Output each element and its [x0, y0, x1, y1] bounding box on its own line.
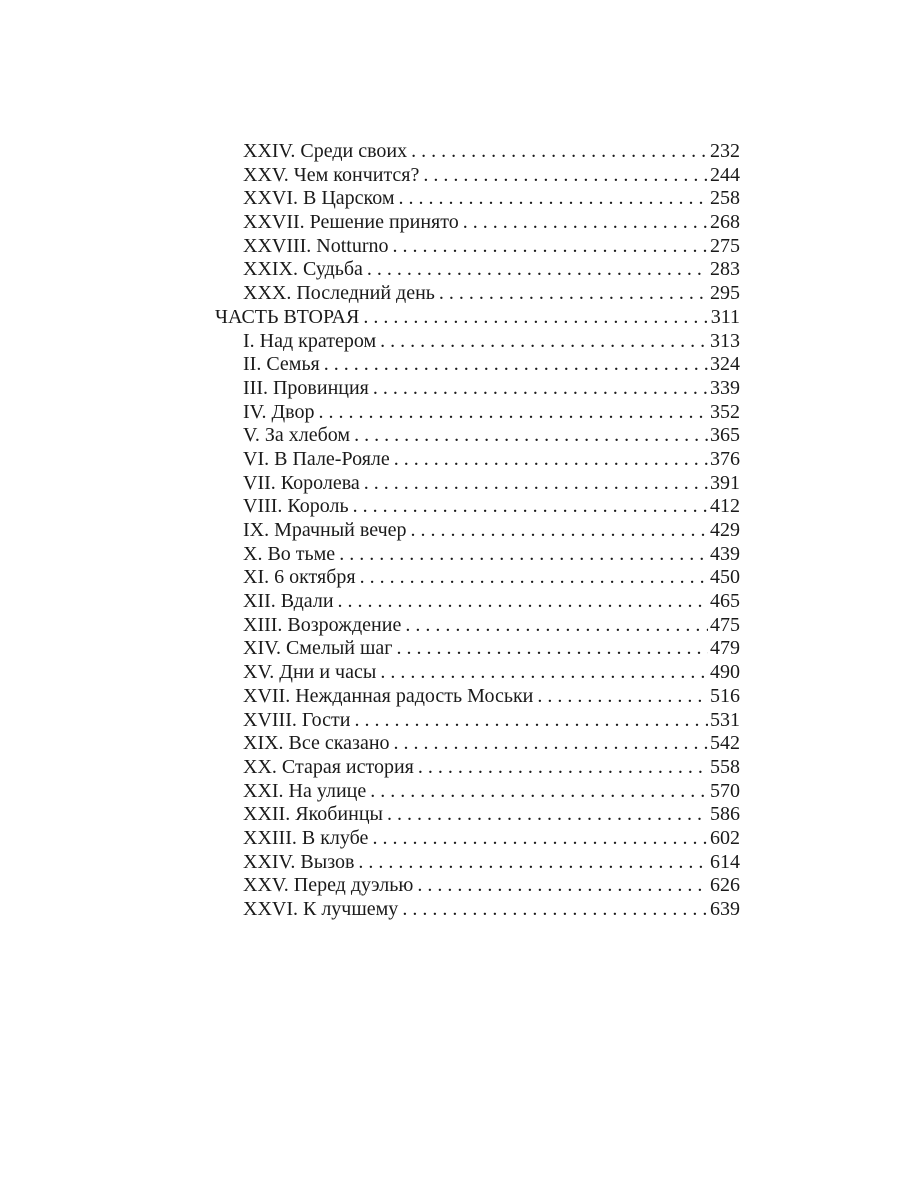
- toc-entry: [215, 187, 740, 211]
- toc-dot-leader: [367, 258, 708, 282]
- toc-entry: [215, 543, 740, 567]
- toc-dot-leader: [339, 543, 708, 567]
- toc-dot-leader: [402, 898, 708, 922]
- toc-entry-title: ЧАСТЬ ВТОРАЯ: [215, 305, 360, 328]
- toc-entry-title: I. Над кратером: [243, 329, 377, 352]
- toc-entry-title: III. Провинция: [243, 376, 369, 399]
- toc-entry-page-number: 244: [710, 163, 740, 186]
- toc-entry: [215, 898, 740, 922]
- toc-entry-title: II. Семья: [243, 353, 320, 376]
- toc-entry-title: V. За хлебом: [243, 424, 351, 447]
- toc-dot-leader: [355, 709, 709, 733]
- toc-entry-title: XXI. На улице: [243, 779, 367, 802]
- toc-dot-leader: [338, 590, 708, 614]
- toc-entry: [215, 851, 740, 875]
- toc-entry: [215, 235, 740, 259]
- toc-entry-page-number: 450: [710, 566, 740, 589]
- toc-entry-title: XVIII. Гости: [243, 708, 351, 731]
- toc-entry-title: XX. Старая история: [243, 755, 414, 778]
- toc-entry-page-number: 268: [710, 211, 740, 234]
- toc-entry-page-number: 352: [710, 400, 740, 423]
- toc-entry-title: XXV. Перед дуэлью: [243, 874, 414, 897]
- toc-entry-page-number: 232: [710, 140, 740, 162]
- toc-entry: [215, 732, 740, 756]
- toc-entry-page-number: 295: [710, 282, 740, 305]
- toc-dot-leader: [380, 330, 708, 354]
- toc-entry-page-number: 365: [710, 424, 740, 447]
- toc-entry: [215, 330, 740, 354]
- toc-entry: [215, 495, 740, 519]
- toc-entry-page-number: 376: [710, 447, 740, 470]
- toc-entry-title: XXVI. В Царском: [243, 187, 395, 210]
- toc-entry-title: XXIX. Судьба: [243, 258, 363, 281]
- toc-entry: [215, 637, 740, 661]
- toc-entry-page-number: 475: [710, 613, 740, 636]
- toc-dot-leader: [353, 495, 708, 519]
- toc-part-heading: [215, 306, 740, 330]
- toc-dot-leader: [399, 187, 708, 211]
- toc-dot-leader: [387, 803, 708, 827]
- toc-entry-title: XXVI. К лучшему: [243, 898, 399, 920]
- toc-dot-leader: [411, 140, 708, 164]
- toc-entry-page-number: 626: [710, 874, 740, 897]
- toc-dot-leader: [537, 685, 708, 709]
- toc-entry-title: XIX. Все сказано: [243, 732, 390, 755]
- toc-dot-leader: [354, 424, 708, 448]
- toc-entry-page-number: 602: [710, 826, 740, 849]
- toc-dot-leader: [372, 827, 708, 851]
- toc-entry-title: IV. Двор: [243, 400, 315, 423]
- toc-dot-leader: [393, 235, 708, 259]
- toc-dot-leader: [417, 874, 708, 898]
- table-of-contents: [215, 140, 740, 922]
- toc-entry: [215, 211, 740, 235]
- toc-entry-page-number: 490: [710, 661, 740, 684]
- toc-entry-title: XXVIII. Notturno: [243, 234, 389, 257]
- toc-entry: [215, 377, 740, 401]
- toc-dot-leader: [411, 519, 708, 543]
- toc-entry: [215, 780, 740, 804]
- toc-entry-page-number: 639: [710, 898, 740, 920]
- toc-entry-page-number: 258: [710, 187, 740, 210]
- toc-entry-page-number: 283: [710, 258, 740, 281]
- toc-dot-leader: [394, 448, 708, 472]
- toc-entry: [215, 614, 740, 638]
- toc-entry: [215, 803, 740, 827]
- toc-entry-page-number: 570: [710, 779, 740, 802]
- toc-entry-page-number: 439: [710, 542, 740, 565]
- toc-entry: [215, 448, 740, 472]
- toc-entry-title: XII. Вдали: [243, 590, 334, 613]
- toc-entry: [215, 401, 740, 425]
- toc-dot-leader: [396, 637, 708, 661]
- toc-entry-title: XXIII. В клубе: [243, 826, 369, 849]
- toc-entry-title: XXIV. Вызов: [243, 850, 355, 873]
- toc-entry: [215, 874, 740, 898]
- toc-entry-page-number: 465: [710, 590, 740, 613]
- toc-entry-page-number: 531: [710, 708, 740, 731]
- toc-entry-title: XIV. Смелый шаг: [243, 637, 393, 660]
- toc-entry-page-number: 586: [710, 803, 740, 826]
- toc-entry-title: VIII. Король: [243, 495, 349, 518]
- toc-entry-page-number: 313: [710, 329, 740, 352]
- toc-dot-leader: [380, 661, 708, 685]
- toc-entry-page-number: 324: [710, 353, 740, 376]
- toc-entry-title: XXIV. Среди своих: [243, 140, 408, 162]
- toc-entry-title: XVII. Нежданная радость Моськи: [243, 684, 534, 707]
- toc-dot-leader: [463, 211, 708, 235]
- toc-entry-page-number: 429: [710, 519, 740, 541]
- toc-entry: [215, 519, 740, 543]
- toc-dot-leader: [318, 401, 708, 425]
- toc-dot-leader: [423, 164, 708, 188]
- toc-entry: [215, 756, 740, 780]
- toc-entry: [215, 590, 740, 614]
- toc-entry: [215, 282, 740, 306]
- toc-entry-title: XV. Дни и часы: [243, 661, 377, 684]
- toc-dot-leader: [324, 353, 708, 377]
- toc-entry: [215, 472, 740, 496]
- toc-entry: [215, 140, 740, 164]
- toc-entry-title: XXX. Последний день: [243, 282, 435, 305]
- toc-dot-leader: [363, 306, 708, 330]
- toc-entry-page-number: 614: [710, 850, 740, 873]
- toc-entry: [215, 164, 740, 188]
- toc-entry-title: VII. Королева: [243, 471, 360, 494]
- toc-dot-leader: [405, 614, 708, 638]
- toc-dot-leader: [439, 282, 708, 306]
- toc-dot-leader: [394, 732, 708, 756]
- toc-dot-leader: [418, 756, 708, 780]
- toc-entry: [215, 827, 740, 851]
- toc-entry: [215, 661, 740, 685]
- toc-entry-title: XI. 6 октября: [243, 566, 356, 589]
- toc-entry-page-number: 391: [710, 471, 740, 494]
- toc-entry: [215, 424, 740, 448]
- toc-entry-page-number: 479: [710, 637, 740, 660]
- toc-entry: [215, 258, 740, 282]
- toc-entry-page-number: 516: [710, 684, 740, 707]
- toc-entry: [215, 566, 740, 590]
- toc-entry-page-number: 339: [710, 376, 740, 399]
- toc-entry-title: IX. Мрачный вечер: [243, 519, 407, 541]
- toc-entry: [215, 353, 740, 377]
- toc-dot-leader: [364, 472, 708, 496]
- toc-entry-title: VI. В Пале-Рояле: [243, 447, 390, 470]
- toc-entry-title: XIII. Возрождение: [243, 613, 402, 636]
- toc-entry-title: XXVII. Решение принято: [243, 211, 459, 234]
- toc-entry-page-number: 412: [710, 495, 740, 518]
- toc-entry-page-number: 311: [710, 305, 740, 328]
- toc-dot-leader: [373, 377, 708, 401]
- toc-dot-leader: [358, 851, 708, 875]
- toc-entry-title: X. Во тьме: [243, 542, 336, 565]
- toc-entry: [215, 709, 740, 733]
- toc-entry-title: XXV. Чем кончится?: [243, 163, 420, 186]
- toc-entry: [215, 685, 740, 709]
- toc-entry-title: XXII. Якобинцы: [243, 803, 383, 826]
- toc-entry-page-number: 558: [710, 755, 740, 778]
- toc-entry-page-number: 542: [710, 732, 740, 755]
- toc-dot-leader: [360, 566, 708, 590]
- toc-entry-page-number: 275: [710, 234, 740, 257]
- toc-dot-leader: [370, 780, 708, 804]
